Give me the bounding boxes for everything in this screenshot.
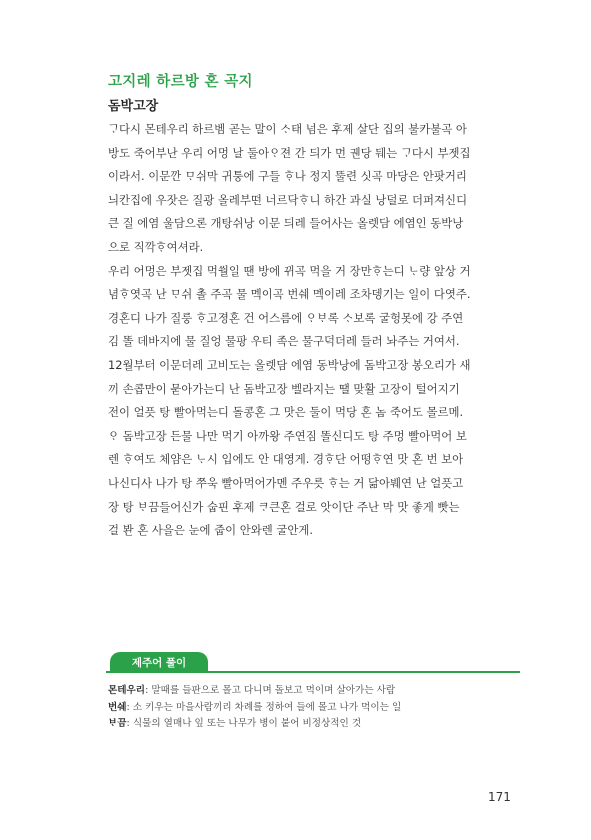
glossary-item (108, 700, 528, 717)
body-line: 큰 질 에염 울담으론 개탕쉬낭 이문 듸레 들어사는 올렛담 에염인 동박낭 (108, 216, 464, 231)
body-line: 끼 손콥만이 묻아가는디 난 돔박고장 벨라지는 땔 맞활 고장이 털어지기 (108, 381, 460, 396)
glossary-definition: : 소 키우는 마을사람끼리 차례를 정하여 들에 몰고 나가 먹이는 일 (126, 701, 402, 713)
body-line: 렌 ᄒᆞ여도 체얌은 ᄂᆞ시 입에도 안 대영게. 경ᄒᆞ단 어떵ᄒᆞ연 맛 혼 번 보아 (108, 452, 464, 467)
glossary-tab (110, 652, 208, 671)
section-title: 고지레 하르방 혼 곡지 (108, 74, 253, 90)
glossary-list (108, 683, 528, 733)
body-line: 으로 직깍ᄒᆞ여셔라. (108, 239, 204, 254)
body-line: ᄀᆞ다시 몬테우리 하르벰 곧는 말이 ᄉᆞ태 넘은 후제 살단 집의 불카불곡 아 (108, 122, 467, 136)
glossary-tab-label: 제주어 풀이 (131, 657, 187, 669)
subtitle: 돔박고장 (108, 99, 159, 114)
body-line: 나신디사 나가 탕 쭈욱 빨아먹어가멘 주우릇 ᄒᆞ는 거 닮아붸연 난 얼픗고 (108, 475, 464, 490)
body-line: 념ᄒᆞ엿곡 난 ᄆᆞ쉬 촐 주곡 물 멕이곡 번쉐 멕이레 조차뎅기는 일이 다엿주. (108, 287, 471, 302)
body-text (108, 118, 522, 543)
body-line: 늬칸집에 우잣은 질광 올레부떤 너르닥ᄒᆞ니 하간 과실 낭덜로 더퍼져신디 (108, 192, 468, 207)
glossary-term: ᄇᆞ끔 (108, 718, 127, 729)
glossary-divider (106, 671, 520, 673)
body-line: ᄋᆞ 돔박고장 든물 나만 먹기 아까왕 주연짐 똘신디도 탕 주멍 빨아먹어 보 (108, 428, 467, 443)
body-line: 김 똘 데바지에 물 질엉 물팡 우티 족은 물구덕더레 들러 놔주는 거여서. (108, 334, 460, 349)
body-line: 걸 봔 혼 사을은 눈에 줍이 안와렌 굴안게. (108, 523, 314, 538)
body-line: 우리 어멍은 부젯집 먹쒈일 땐 방에 뀌곡 먹을 거 장만ᄒᆞ는디 ᄂᆞ량 앞상 거 (108, 263, 471, 278)
body-line: 전이 얼픗 탕 빨아먹는디 돌콩혼 그 맛은 둘이 먹당 혼 놈 죽어도 몰르메. (108, 405, 464, 420)
body-line: 방도 죽어부난 우리 어멍 날 둘아ᄋᆞ젼 간 듸가 먼 궨당 뒈는 ᄀᆞ다시 부젯집 (108, 145, 471, 160)
glossary-term: 몬테우리 (108, 685, 146, 696)
page-number: 171 (488, 790, 511, 804)
glossary-item (108, 683, 528, 700)
body-line: 12월부터 이문더레 고비도는 올렛담 에염 동박낭에 돔박고장 봉오리가 새 (108, 357, 471, 372)
glossary-definition: : 식물의 열매나 잎 또는 나무가 병이 붙어 비정상적인 것 (126, 718, 362, 729)
glossary-item (108, 716, 528, 733)
glossary-definition: : 말때를 들판으로 몰고 다니며 돌보고 먹이며 살아가는 사람 (145, 685, 396, 696)
glossary-term: 번쉐 (108, 701, 127, 713)
body-line: 경혼디 나가 질룽 ᄒᆞ고졍혼 건 어스름에 ᄋᆞᄇᆞ록 ᄉᆞ보록 굴헝못에 강 주연 (108, 310, 464, 325)
glossary-header (106, 652, 520, 676)
body-line: 장 탕 ᄇᆞ끔들어신가 숩핀 후제 ᄏᆞ큰혼 걸로 앗이단 주난 막 맛 좋게 빳는 (108, 499, 460, 514)
body-line: 이라서. 이문깐 ᄆᆞ쉬막 귀퉁에 구들 ᄒᆞ나 정지 뚤련 싯곡 마당은 안팟거리 (108, 169, 467, 184)
